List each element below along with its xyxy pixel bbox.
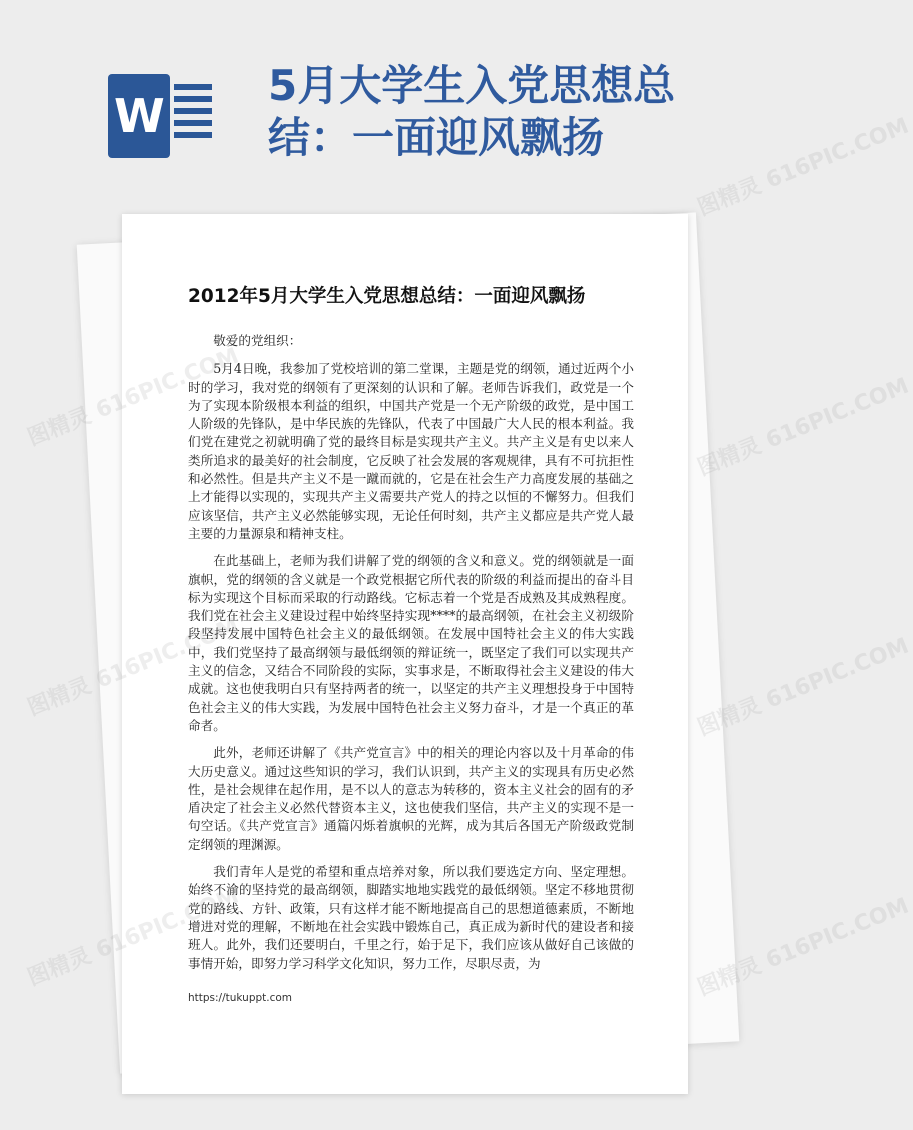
document-title: 2012年5月大学生入党思想总结：一面迎风飘扬 — [188, 286, 586, 307]
watermark: 图精灵 616PIC.COM — [694, 113, 913, 222]
document-body — [188, 332, 634, 982]
word-icon-lines — [174, 84, 212, 150]
watermark: 图精灵 — [24, 403, 95, 452]
paragraph: 5月4日晚，我参加了党校培训的第二堂课，主题是党的纲领，通过近两个小时的学习，我对党的纲领有了更深刻的认识和了解。老师告诉我们，政党是一个为了实现本阶级根本利益的组织，中国共产党是一个无产阶级的政党，是中国工人阶级的先锋队，是中华民族的先锋队，代表了中国最广大人民的根本利益。我们党在建党之初就明确了党的最终目标是实现共产主义。共产主义是有史以来人类所追求的最美好的社会制度，它反映了社会发展的客观规律，具有不可抗拒性和必然性。但是共产主义不是一蹴而就的，它是在社会生产力高度发展的基础之上才能得以实现的，实现共产主义需要共产党人的持之以恒的不懈努力。但我们应该坚信，共产主义必然能够实现，无论任何时刻，共产主义都应是共产党人最主要的力量源泉和精神支柱。 — [188, 361, 634, 541]
watermark: 图精灵 616PIC.COM — [694, 893, 913, 1002]
word-icon-letter: W — [114, 89, 165, 143]
footer-link[interactable]: https://tukuppt.com — [188, 992, 293, 1004]
watermark: 图精灵 — [24, 943, 95, 992]
watermark: 图精灵 — [24, 673, 95, 722]
watermark: 图精灵 616PIC.COM — [694, 373, 913, 482]
watermark: 图精灵 616PIC.COM — [694, 633, 913, 742]
word-document-icon — [108, 74, 212, 158]
paragraph: 此外，老师还讲解了《共产党宣言》中的相关的理论内容以及十月革命的伟大历史意义。通过这些知识的学习，我们认识到，共产主义的实现具有历史必然性，是社会规律在起作用，是不以人的意志为转移的，资本主义社会的固有的矛盾决定了社会主义必然代替资本主义，这也使我们坚信，共产主义的实现不是一句空话。《共产党宣言》通篇闪烁着旗帜的光辉，成为其后各国无产阶级政党制定纲领的理渊源。 — [188, 745, 634, 852]
salutation: 敬爱的党组织： — [213, 333, 302, 348]
page-title: 5月大学生入党思想总结：一面迎风飘扬 — [268, 61, 676, 162]
header — [0, 0, 800, 200]
paragraph: 我们青年人是党的希望和重点培养对象，所以我们要选定方向、坚定理想。始终不渝的坚持党的最高纲领，脚踏实地地实践党的最低纲领。坚定不移地贯彻党的路线、方针、政策，只有这样才能不断地提高自己的思想道德素质，不断地增进对党的理解，不断地在社会实践中锻炼自己，真正成为新时代的建设者和接班人。此外，我们还要明白，千里之行，始于足下，我们应该从做好自己该做的事情开始，即努力学习科学文化知识，努力工作，尽职尽责，为 — [188, 864, 634, 971]
paragraph: 在此基础上，老师为我们讲解了党的纲领的含义和意义。党的纲领就是一面旗帜，党的纲领的含义就是一个政党根据它所代表的阶级的利益而提出的奋斗目标为实现这个目标而采取的行动路线。它标志着一个党是否成熟及其成熟程度。我们党在社会主义建设过程中始终坚持实现****的最高纲领，在社会主义初级阶段坚持发展中国特色社会主义的最低纲领。在发展中国特社会主义的伟大实践中，我们党坚持了最高纲领与最低纲领的辩证统一，既坚定了我们可以实现共产主义的信念，又结合不同阶段的实际，实事求是，不断取得社会主义建设的伟大成就。这也使我明白只有坚持两者的统一，以坚定的共产主义理想投身于中国特色社会主义的伟大实践，为发展中国特色社会主义努力奋斗，才是一个真正的革命者。 — [188, 553, 634, 733]
document-page — [122, 214, 688, 1094]
